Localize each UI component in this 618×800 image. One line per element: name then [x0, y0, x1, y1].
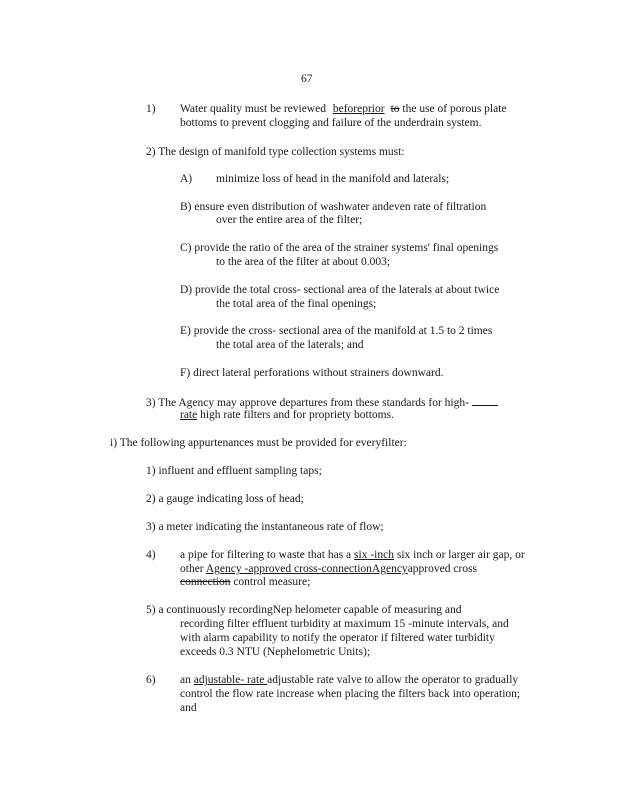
- appurtenance-6-number: 6): [146, 674, 156, 686]
- appurtenance-1: 1) influent and effluent sampling taps;: [146, 465, 322, 477]
- inserted-text: rate: [180, 409, 198, 421]
- appurtenance-4-line-3: [180, 575, 310, 589]
- item-2b-line-1: B) ensure even distribution of washwater andeven rate of filtration: [180, 201, 487, 213]
- text: adjustable rate valve to allow the operator to gradually: [267, 674, 519, 686]
- item-2d-line-2: the total area of the final openings;: [216, 298, 377, 310]
- page-number: 67: [301, 73, 313, 85]
- appurtenance-6-line-3: and: [180, 702, 197, 714]
- appurtenance-6-line-2: control the flow rate increase when placing the filters back into operation;: [180, 688, 521, 700]
- inserted-text: Agency -approved cross-connectionAgency: [205, 563, 408, 575]
- inserted-text: beforeprior: [332, 103, 385, 115]
- item-2f: F) direct lateral perforations without strainers downward.: [180, 367, 444, 379]
- appurtenance-2: 2) a gauge indicating loss of head;: [146, 493, 304, 505]
- deleted-text: connection: [180, 576, 231, 588]
- appurtenance-5-line-2: recording filter effluent turbidity at maximum 15 -minute intervals, and: [180, 618, 509, 630]
- item-2-lead: 2) The design of manifold type collection systems must:: [146, 146, 405, 158]
- inserted-text: six -inch: [354, 549, 394, 561]
- item-3-line-2: [180, 408, 394, 422]
- text: control measure;: [230, 576, 311, 588]
- appurtenance-4-line-2: [180, 562, 477, 576]
- item-2e-line-1: E) provide the cross- sectional area of the manifold at 1.5 to 2 times: [180, 325, 493, 337]
- item-2c-line-2: to the area of the filter at about 0.003;: [216, 256, 391, 268]
- item-2a-label: A): [180, 173, 193, 185]
- item-1-line-1: [180, 102, 507, 116]
- deleted-text: to: [390, 103, 400, 115]
- text: six inch or larger air gap, or: [393, 549, 525, 561]
- appurtenance-5-line-1: 5) a continuously recordingNep helometer capable of measuring and: [146, 604, 462, 616]
- item-2e-line-2: the total area of the laterals; and: [216, 339, 364, 351]
- item-1-number: 1): [146, 103, 156, 115]
- underline-blank: [472, 395, 498, 406]
- appurtenance-5-line-3: with alarm capability to notify the operator if filtered water turbidity: [180, 632, 495, 644]
- item-2a-text: minimize loss of head in the manifold and laterals;: [216, 173, 450, 185]
- text: an: [180, 674, 194, 686]
- text: approved cross: [407, 563, 477, 575]
- text: 3) The Agency may approve departures from these standards for high-: [146, 397, 469, 409]
- appurtenance-6-line-1: [180, 673, 518, 687]
- text: Water quality must be reviewed: [180, 103, 326, 115]
- text: other: [180, 563, 206, 575]
- appurtenance-3: 3) a meter indicating the instantaneous rate of flow;: [146, 521, 384, 533]
- item-2d-line-1: D) provide the total cross- sectional area of the laterals at about twice: [180, 284, 500, 296]
- item-2c-line-1: C) provide the ratio of the area of the strainer systems' final openings: [180, 242, 499, 254]
- text: high rate filters and for propriety bottoms.: [197, 409, 394, 421]
- text: the use of porous plate: [399, 103, 507, 115]
- text: a pipe for filtering to waste that has a: [180, 549, 355, 561]
- item-2b-line-2: over the entire area of the filter;: [216, 214, 363, 226]
- appurtenance-4-line-1: [180, 548, 525, 562]
- item-1-line-2: bottoms to prevent clogging and failure of the underdrain system.: [180, 117, 482, 129]
- inserted-text: adjustable- rate: [193, 674, 268, 686]
- section-i-lead: i) The following appurtenances must be provided for everyfilter:: [110, 437, 407, 449]
- appurtenance-4-number: 4): [146, 549, 156, 561]
- appurtenance-5-line-4: exceeds 0.3 NTU (Nephelometric Units);: [180, 646, 371, 658]
